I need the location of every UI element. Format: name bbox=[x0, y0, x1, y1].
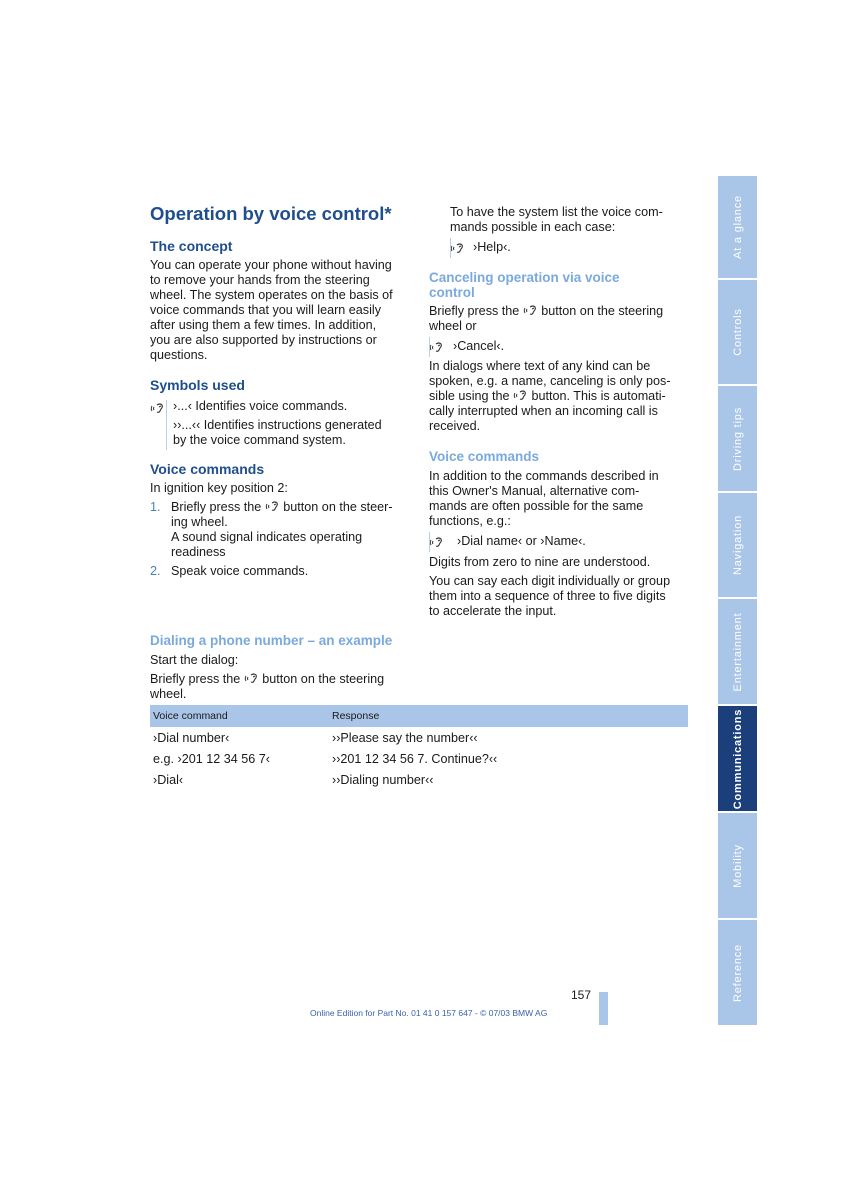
dialing-heading: Dialing a phone number – an example bbox=[150, 633, 393, 648]
rvc-line1: In addition to the commands described in bbox=[429, 469, 659, 483]
step2-number: 2. bbox=[150, 564, 161, 578]
tab-label: Communications bbox=[731, 708, 744, 809]
cancel-command: ›Cancel‹. bbox=[453, 339, 505, 353]
tab-label: Mobility bbox=[731, 843, 744, 888]
table-cell: ››201 12 34 56 7. Continue?‹‹ bbox=[332, 751, 498, 766]
cancel-para-line5: received. bbox=[429, 419, 481, 433]
step1-line4: readiness bbox=[171, 545, 226, 559]
tab-communications[interactable] bbox=[718, 706, 757, 811]
tab-label: At a glance bbox=[731, 195, 744, 259]
cancel-heading-2: control bbox=[429, 285, 475, 300]
tab-label: Driving tips bbox=[731, 406, 744, 471]
step1-line3: A sound signal indicates operating bbox=[171, 530, 363, 544]
cancel-para-line4: cally interrupted when an incoming call is bbox=[429, 404, 658, 418]
group-line3: to accelerate the input. bbox=[429, 604, 557, 618]
help-command: ›Help‹. bbox=[473, 240, 511, 254]
tab-reference[interactable] bbox=[718, 920, 757, 1025]
step1-number: 1. bbox=[150, 500, 161, 514]
right-voice-commands-heading: Voice commands bbox=[429, 449, 540, 464]
table-cell: ›Dial number‹ bbox=[153, 730, 230, 745]
voice-commands-heading: Voice commands bbox=[150, 461, 265, 477]
page-number-bar bbox=[599, 992, 608, 1025]
concept-heading: The concept bbox=[150, 238, 233, 254]
tab-label: Navigation bbox=[731, 515, 744, 575]
symbols-line2b: by the voice command system. bbox=[173, 433, 346, 447]
concept-line: you are also supported by instructions or bbox=[150, 333, 377, 347]
step1-post: button on the steer- bbox=[279, 500, 393, 514]
concept-paragraph bbox=[150, 258, 420, 363]
dialing-line2: wheel. bbox=[150, 687, 187, 701]
dialing-table bbox=[150, 705, 688, 790]
group-line1: You can say each digit individually or group bbox=[429, 574, 671, 588]
voice-command-icon bbox=[450, 242, 465, 255]
tab-controls[interactable] bbox=[718, 280, 757, 384]
voice-command-icon bbox=[150, 402, 165, 415]
concept-line: You can operate your phone without having bbox=[150, 258, 392, 272]
edition-footer: Online Edition for Part No. 01 41 0 157 647 - © 07/03 BMW AG bbox=[310, 1008, 548, 1018]
voice-command-icon bbox=[244, 672, 259, 685]
page-title: Operation by voice control* bbox=[150, 203, 392, 224]
table-header-row bbox=[150, 705, 688, 727]
dial-name-command-marker bbox=[429, 534, 445, 550]
cancel-line2: wheel or bbox=[429, 319, 477, 333]
step2-text: Speak voice commands. bbox=[171, 564, 309, 578]
dial-name-command: ›Dial name‹ or ›Name‹. bbox=[457, 534, 586, 548]
table-row bbox=[150, 727, 688, 748]
tab-entertainment[interactable] bbox=[718, 599, 757, 704]
concept-line: after using them a few times. In addition, bbox=[150, 318, 377, 332]
tab-mobility[interactable] bbox=[718, 813, 757, 918]
tab-label: Controls bbox=[731, 308, 744, 356]
help-line1: To have the system list the voice com- bbox=[450, 205, 663, 219]
concept-line: to remove your hands from the steering bbox=[150, 273, 370, 287]
table-cell: e.g. ›201 12 34 56 7‹ bbox=[153, 751, 270, 766]
dialing-start: Start the dialog: bbox=[150, 653, 239, 667]
voice-command-icon bbox=[513, 389, 528, 402]
cancel-para-line3-post: button. This is automati- bbox=[528, 389, 666, 403]
step1-pre: Briefly press the bbox=[171, 500, 265, 514]
table-row bbox=[150, 748, 688, 769]
digits-text: Digits from zero to nine are understood. bbox=[429, 555, 651, 569]
concept-line: questions. bbox=[150, 348, 208, 362]
dialing-line1-pre: Briefly press the bbox=[150, 672, 244, 686]
cancel-heading-1: Canceling operation via voice bbox=[429, 270, 620, 285]
concept-line: voice commands that you will learn easily bbox=[150, 303, 381, 317]
page-number: 157 bbox=[571, 988, 592, 1002]
table-row bbox=[150, 769, 688, 790]
cancel-para-line1: In dialogs where text of any kind can be bbox=[429, 359, 651, 373]
cancel-para-line3-pre: sible using the bbox=[429, 389, 514, 403]
cancel-para-line3 bbox=[429, 389, 666, 404]
concept-line: wheel. The system operates on the basis of bbox=[150, 288, 393, 302]
voice-command-icon bbox=[429, 536, 444, 549]
voice-command-icon bbox=[429, 341, 444, 354]
help-command-marker bbox=[450, 240, 466, 256]
tab-driving-tips[interactable] bbox=[718, 386, 757, 491]
table-cell: ››Please say the number‹‹ bbox=[332, 730, 478, 745]
step1-line2: ing wheel. bbox=[171, 515, 228, 529]
cancel-command-marker bbox=[429, 339, 445, 355]
tab-label: Entertainment bbox=[731, 612, 744, 691]
ignition-intro: In ignition key position 2: bbox=[150, 481, 288, 495]
tab-navigation[interactable] bbox=[718, 493, 757, 597]
cancel-line1-pre: Briefly press the bbox=[429, 304, 523, 318]
cancel-line1 bbox=[429, 304, 663, 319]
cancel-line1-post: button on the steering bbox=[537, 304, 664, 318]
rvc-line2: this Owner's Manual, alternative com- bbox=[429, 484, 640, 498]
symbols-heading: Symbols used bbox=[150, 377, 245, 393]
dialing-line1-post: button on the steering bbox=[258, 672, 385, 686]
cancel-para-line2: spoken, e.g. a name, canceling is only pos- bbox=[429, 374, 671, 388]
group-line2: them into a sequence of three to five digits bbox=[429, 589, 666, 603]
step1-line1 bbox=[171, 500, 393, 515]
dialing-line1 bbox=[150, 672, 384, 687]
tab-at-a-glance[interactable] bbox=[718, 176, 757, 278]
help-line2: mands possible in each case: bbox=[450, 220, 616, 234]
tab-label: Reference bbox=[731, 943, 744, 1002]
symbols-line2a: ››...‹‹ Identifies instructions generated bbox=[173, 418, 382, 432]
voice-command-icon bbox=[523, 304, 538, 317]
table-header-cell: Voice command bbox=[153, 710, 228, 722]
table-cell: ›Dial‹ bbox=[153, 772, 184, 787]
rvc-line4: functions, e.g.: bbox=[429, 514, 511, 528]
table-cell: ››Dialing number‹‹ bbox=[332, 772, 434, 787]
rvc-line3: mands are often possible for the same bbox=[429, 499, 644, 513]
table-header-cell: Response bbox=[332, 710, 380, 722]
symbols-bar bbox=[150, 400, 167, 450]
symbols-line1: ›...‹ Identifies voice commands. bbox=[173, 399, 348, 413]
voice-command-icon bbox=[265, 500, 280, 513]
